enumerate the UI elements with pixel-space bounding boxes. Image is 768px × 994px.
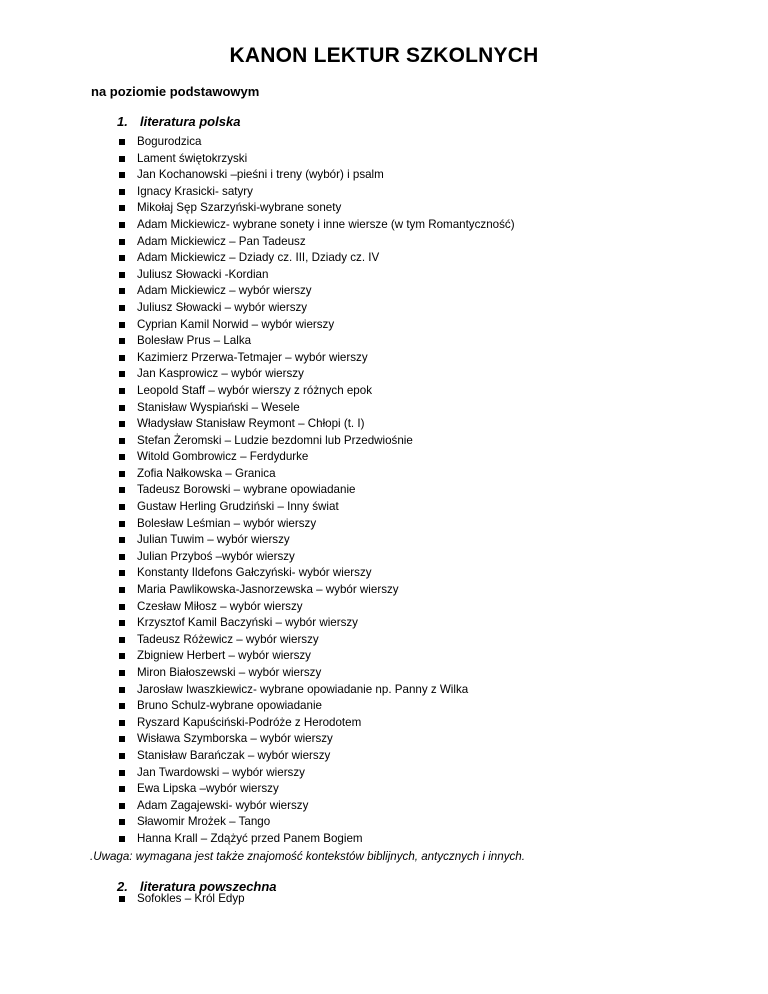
list-item (119, 615, 515, 632)
list-item (119, 665, 515, 682)
list-item-text: Jan Kochanowski –pieśni i treny (wybór) i psalm (137, 168, 384, 182)
section-title: literatura powszechna (140, 879, 277, 894)
list-item (119, 200, 515, 217)
list-item-text: Zbigniew Herbert – wybór wierszy (137, 649, 311, 663)
list-item-text: Miron Białoszewski – wybór wierszy (137, 666, 322, 679)
square-bullet-icon (119, 222, 125, 228)
square-bullet-icon (119, 338, 125, 344)
list-item-text: Gustaw Herling Grudziński – Inny świat (137, 500, 339, 514)
square-bullet-icon (119, 736, 125, 742)
list-item-text: Ewa Lipska –wybór wierszy (137, 782, 279, 796)
list-item-text: Maria Pawlikowska-Jasnorzewska – wybór wierszy (137, 583, 399, 597)
list-item-text: Adam Mickiewicz- wybrane sonety i inne wiersze (w tym Romantyczność) (137, 217, 515, 231)
list-item (119, 134, 515, 151)
list-item-text: Tadeusz Borowski – wybrane opowiadanie (137, 483, 356, 497)
list-item (119, 632, 515, 649)
square-bullet-icon (119, 587, 125, 593)
square-bullet-icon (119, 305, 125, 311)
square-bullet-icon (119, 322, 125, 328)
list-item-text: Kazimierz Przerwa-Tetmajer – wybór wierszy (137, 350, 368, 364)
list-item (119, 582, 515, 599)
square-bullet-icon (119, 819, 125, 825)
list-item-text: Hanna Krall – Zdążyć przed Panem Bogiem (137, 831, 363, 845)
list-item (119, 250, 515, 267)
list-item (119, 151, 515, 168)
square-bullet-icon (119, 554, 125, 560)
square-bullet-icon (119, 653, 125, 659)
square-bullet-icon (119, 288, 125, 294)
list-item (119, 565, 515, 582)
list-item-text: Tadeusz Różewicz – wybór wierszy (137, 632, 319, 646)
square-bullet-icon (119, 687, 125, 693)
list-item (119, 333, 515, 350)
square-bullet-icon (119, 189, 125, 195)
list-item (119, 400, 515, 417)
list-item (119, 350, 515, 367)
square-bullet-icon (119, 770, 125, 776)
list-item (119, 499, 515, 516)
list-item (119, 748, 515, 765)
list-item (119, 765, 515, 782)
list-item-text: Witold Gombrowicz – Ferdydurke (137, 450, 309, 464)
list-item-text: Krzysztof Kamil Baczyński – wybór wierszy (137, 616, 358, 630)
square-bullet-icon (119, 471, 125, 477)
square-bullet-icon (119, 255, 125, 261)
square-bullet-icon (119, 421, 125, 427)
square-bullet-icon (119, 537, 125, 543)
list-item-text: Leopold Staff – wybór wierszy z różnych epok (137, 383, 372, 397)
square-bullet-icon (119, 239, 125, 245)
square-bullet-icon (119, 139, 125, 145)
list-item (119, 433, 515, 450)
list-item-text: Julian Tuwim – wybór wierszy (137, 533, 290, 547)
list-item (119, 731, 515, 748)
square-bullet-icon (119, 172, 125, 178)
list-item-text: Bolesław Prus – Lalka (137, 334, 252, 348)
square-bullet-icon (119, 896, 125, 902)
square-bullet-icon (119, 371, 125, 377)
list-item (119, 283, 515, 300)
list-item (119, 648, 515, 665)
list-item-text: Mikołaj Sęp Szarzyński-wybrane sonety (137, 201, 342, 215)
list-item (119, 366, 515, 383)
document-title: KANON LEKTUR SZKOLNYCH (229, 44, 539, 67)
list-item (119, 715, 515, 732)
list-item (119, 682, 515, 699)
list-item (119, 516, 515, 533)
list-item (119, 267, 515, 284)
square-bullet-icon (119, 670, 125, 676)
square-bullet-icon (119, 637, 125, 643)
section-number: 2. (117, 879, 128, 894)
list-item-text: Czesław Miłosz – wybór wierszy (137, 599, 303, 613)
list-item-text: Julian Przyboś –wybór wierszy (137, 549, 295, 563)
square-bullet-icon (119, 205, 125, 211)
list-item (119, 217, 515, 234)
list-item-text: Jan Kasprowicz – wybór wierszy (137, 367, 304, 381)
world-literature-list (119, 891, 245, 908)
list-item-text: Wisława Szymborska – wybór wierszy (137, 732, 333, 746)
section-number: 1. (117, 114, 128, 129)
square-bullet-icon (119, 156, 125, 162)
list-item (119, 532, 515, 549)
square-bullet-icon (119, 355, 125, 361)
list-item (119, 891, 245, 908)
square-bullet-icon (119, 272, 125, 278)
list-item-text: Cyprian Kamil Norwid – wybór wierszy (137, 317, 335, 331)
list-item (119, 798, 515, 815)
list-item (119, 549, 515, 566)
list-item (119, 466, 515, 483)
list-item (119, 317, 515, 334)
list-item-text: Sławomir Mrożek – Tango (137, 815, 271, 829)
list-item-text: Juliusz Słowacki – wybór wierszy (137, 300, 308, 314)
list-item-text: Adam Zagajewski- wybór wierszy (137, 798, 309, 812)
square-bullet-icon (119, 620, 125, 626)
document-subtitle: na poziomie podstawowym (91, 84, 260, 99)
square-bullet-icon (119, 388, 125, 394)
section-title: literatura polska (140, 114, 241, 129)
square-bullet-icon (119, 570, 125, 576)
list-item-text: Jarosław Iwaszkiewicz- wybrane opowiadanie np. Panny z Wilka (137, 682, 469, 696)
list-item-text: Konstanty Ildefons Gałczyński- wybór wierszy (137, 566, 372, 580)
list-item (119, 234, 515, 251)
list-item-text: Jan Twardowski – wybór wierszy (137, 765, 305, 779)
square-bullet-icon (119, 521, 125, 527)
list-item-text: Stanisław Barańczak – wybór wierszy (137, 748, 331, 762)
square-bullet-icon (119, 487, 125, 493)
square-bullet-icon (119, 753, 125, 759)
square-bullet-icon (119, 720, 125, 726)
square-bullet-icon (119, 803, 125, 809)
list-item (119, 781, 515, 798)
square-bullet-icon (119, 454, 125, 460)
list-item-text: Ryszard Kapuściński-Podróże z Herodotem (137, 715, 362, 729)
list-item (119, 184, 515, 201)
list-item-text: Stefan Żeromski – Ludzie bezdomni lub Przedwiośnie (137, 433, 413, 447)
list-item (119, 599, 515, 616)
list-item (119, 449, 515, 466)
square-bullet-icon (119, 786, 125, 792)
list-item-text: Lament świętokrzyski (137, 151, 248, 165)
list-item (119, 300, 515, 317)
list-item-text: Władysław Stanisław Reymont – Chłopi (t. I) (137, 417, 365, 431)
list-item-text: Bogurodzica (137, 135, 202, 148)
list-item-text: Bolesław Leśmian – wybór wierszy (137, 516, 317, 530)
list-item-text: Juliusz Słowacki -Kordian (137, 267, 269, 281)
list-item-text: Bruno Schulz-wybrane opowiadanie (137, 699, 322, 713)
list-item-text: Sofokles – Król Edyp (137, 892, 245, 905)
square-bullet-icon (119, 405, 125, 411)
section-heading-polish (117, 114, 240, 129)
square-bullet-icon (119, 504, 125, 510)
square-bullet-icon (119, 836, 125, 842)
list-item (119, 383, 515, 400)
list-item-text: Adam Mickiewicz – Dziady cz. III, Dziady cz. IV (137, 251, 380, 265)
list-item (119, 814, 515, 831)
square-bullet-icon (119, 703, 125, 709)
list-item (119, 416, 515, 433)
polish-literature-list (119, 134, 515, 848)
list-item-text: Ignacy Krasicki- satyry (137, 184, 253, 198)
list-item (119, 698, 515, 715)
list-item-text: Adam Mickiewicz – Pan Tadeusz (137, 234, 306, 248)
list-item-text: Stanisław Wyspiański – Wesele (137, 400, 300, 414)
note: .Uwaga: wymagana jest także znajomość kontekstów biblijnych, antycznych i innych. (90, 850, 525, 863)
list-item-text: Zofia Nałkowska – Granica (137, 466, 276, 480)
list-item (119, 167, 515, 184)
square-bullet-icon (119, 604, 125, 610)
list-item (119, 482, 515, 499)
square-bullet-icon (119, 438, 125, 444)
list-item-text: Adam Mickiewicz – wybór wierszy (137, 284, 312, 298)
list-item (119, 831, 515, 848)
